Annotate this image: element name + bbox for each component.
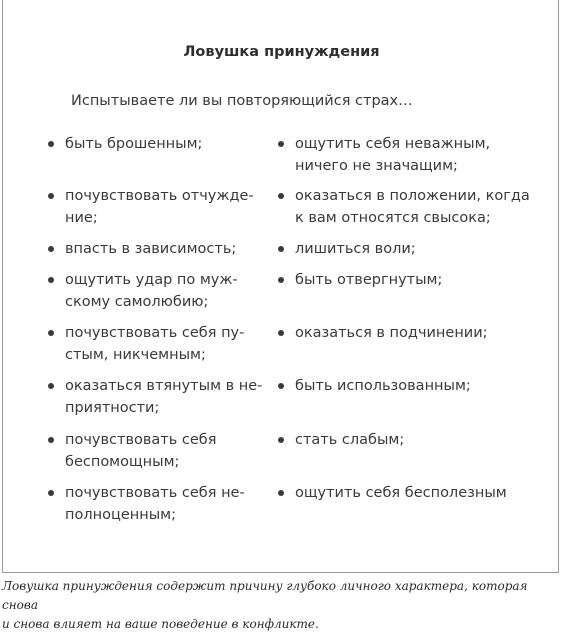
list-item-text: почувствовать себя беспомощным; (65, 432, 217, 470)
list-item (65, 269, 238, 313)
bullet-icon (278, 141, 284, 147)
box-intro: Испытываете ли вы повторяющийся страх… (71, 93, 413, 109)
list-item-text: быть использованным; (295, 378, 471, 394)
list-item (65, 322, 244, 366)
list-item (295, 429, 404, 451)
bullet-icon (48, 490, 54, 496)
bullet-icon (48, 330, 54, 336)
bullet-icon (278, 437, 284, 443)
list-item-text: стать слабым; (295, 432, 405, 448)
list-item (65, 238, 236, 260)
list-item (295, 133, 490, 177)
list-item-text: почувствовать отчужде- ние; (65, 188, 254, 226)
bullet-icon (48, 246, 54, 252)
bullet-icon (278, 193, 284, 199)
bullet-icon (48, 277, 54, 283)
list-item-text: почувствовать себя пу- стым, никчемным; (65, 325, 245, 363)
list-item (65, 482, 245, 526)
bullet-icon (278, 490, 284, 496)
list-item-text: оказаться в положении, когда к вам относятся свысока; (295, 188, 530, 226)
list-item-text: впасть в зависимость; (65, 241, 237, 257)
list-item (65, 133, 202, 155)
list-item-text: оказаться в подчинении; (295, 325, 488, 341)
figure-caption: Ловушка принуждения содержит причину глубоко личного характера, которая снова и снова влияет на ваше поведение в конфликте. (2, 579, 528, 631)
list-item (65, 429, 216, 473)
bullet-icon (48, 193, 54, 199)
list-item (295, 375, 471, 397)
bullet-icon (48, 141, 54, 147)
list-item-text: быть брошенным; (65, 136, 203, 152)
list-item-text: ощутить себя бесполезным (295, 485, 507, 501)
list-item (65, 185, 254, 229)
list-item-text: ощутить себя неважным, ничего не значащим; (295, 136, 491, 174)
list-item (295, 482, 507, 504)
list-item (65, 375, 262, 419)
bullet-icon (48, 383, 54, 389)
list-item-text: оказаться втянутым в не- приятности; (65, 378, 263, 416)
bullet-icon (278, 330, 284, 336)
list-item-text: почувствовать себя не- полноценным; (65, 485, 245, 523)
bullet-icon (48, 437, 54, 443)
list-item (295, 185, 530, 229)
list-item-text: ощутить удар по муж- скому самолюбию; (65, 272, 238, 310)
box-title: Ловушка принуждения (183, 44, 380, 60)
list-item (295, 238, 416, 260)
bullet-icon (278, 246, 284, 252)
list-item-text: лишиться воли; (295, 241, 416, 257)
bullet-icon (278, 277, 284, 283)
list-item (295, 269, 442, 291)
bullet-icon (278, 383, 284, 389)
list-item-text: быть отвергнутым; (295, 272, 443, 288)
list-item (295, 322, 488, 344)
